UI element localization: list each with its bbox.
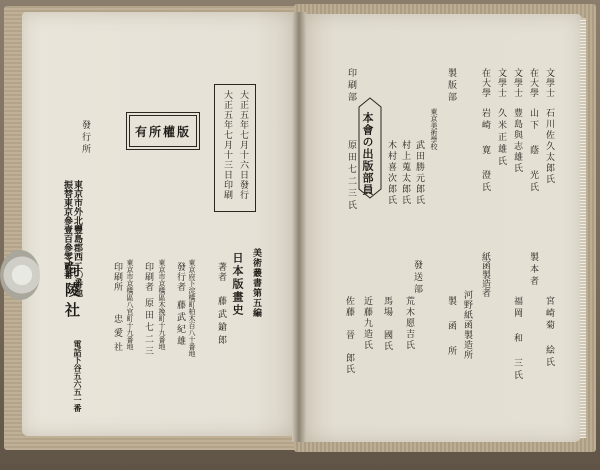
editor-1-role: 文學士 bbox=[544, 68, 554, 98]
production-heading: 製版部 bbox=[446, 68, 456, 104]
print-shop-address: 東京市京橋區八官町十九番地 bbox=[126, 259, 134, 350]
artists-heading: 製本者 bbox=[528, 252, 538, 288]
paper-heading: 紙函製造者 bbox=[480, 252, 490, 297]
printer-name: 原田七二三 bbox=[143, 298, 153, 358]
editor-4-name: 久米正雄氏 bbox=[496, 108, 506, 168]
copyright-text: 有所權版 bbox=[134, 124, 191, 139]
printing-heading: 印刷部 bbox=[346, 68, 356, 104]
tape-roll bbox=[0, 250, 40, 300]
shipping-1-name: 荒木愿吉氏 bbox=[404, 296, 414, 351]
shipping-4-name: 佐藤 晉 郎氏 bbox=[344, 296, 354, 375]
printer-role: 印刷者 bbox=[143, 262, 153, 292]
book-title: 日本版畫史 bbox=[231, 252, 244, 317]
publishing-house-transfer: 振替東京參壹百參零貳番 bbox=[62, 180, 72, 279]
print-shop-role: 印刷所 bbox=[112, 262, 122, 292]
shipping-2-name: 馬場 國氏 bbox=[382, 296, 392, 352]
publishing-house-address: 東京市外北豐島郡西二〇番地 bbox=[72, 180, 82, 297]
editor-5-role: 在大學 bbox=[480, 68, 490, 98]
editor-4-role: 文學士 bbox=[496, 68, 506, 98]
production-2-name: 村上蒐太郎氏 bbox=[400, 140, 410, 206]
series-number: 美術叢書第五編 bbox=[251, 248, 261, 318]
publisher-address: 東京府下淀橋町柏木百八十番地 bbox=[188, 259, 196, 357]
shipping-3-name: 近藤九造氏 bbox=[362, 296, 372, 351]
paper-maker: 河野紙函製造所 bbox=[462, 290, 472, 360]
author-name: 藤武鎗郎 bbox=[216, 296, 226, 348]
artist-1-name: 宮崎菊 絵氏 bbox=[544, 296, 554, 369]
copyright-box bbox=[126, 112, 200, 150]
publishing-house-name: 向陵社 bbox=[63, 262, 81, 322]
publisher-role: 發行者 bbox=[175, 262, 185, 292]
printer-address: 東京市京橋區木挽町十九番地 bbox=[158, 259, 166, 350]
editor-2-role: 在大學 bbox=[528, 68, 538, 98]
publish-date: 大正五年七月十六日發行 bbox=[238, 90, 248, 200]
date-box bbox=[214, 84, 256, 212]
printing-staff: 原田七二三氏 bbox=[346, 140, 356, 212]
editor-3-name: 豊島與志雄氏 bbox=[512, 108, 522, 174]
shipping-heading: 發送部 bbox=[412, 260, 422, 296]
publisher-name: 藤武紀雄 bbox=[175, 300, 185, 348]
print-date: 大正五年七月十三日印刷 bbox=[222, 90, 232, 200]
production-1-role: 東京美術學校 bbox=[430, 108, 438, 150]
production-1-name: 武田勝元郎氏 bbox=[414, 140, 424, 206]
paper-sub: 製 函 所 bbox=[446, 296, 456, 358]
staff-title: 本會の出版部員 bbox=[361, 112, 374, 196]
page-edges bbox=[580, 18, 586, 438]
publishing-house-phone: 電話下谷五六五一番 bbox=[73, 340, 83, 412]
right-page bbox=[302, 14, 582, 442]
publishing-house-label: 發行所 bbox=[80, 120, 90, 156]
author-role: 著者 bbox=[216, 262, 226, 282]
artist-2-name: 福岡 和 三氏 bbox=[512, 296, 522, 382]
editor-1-name: 石川佐久太郎氏 bbox=[544, 108, 554, 185]
print-shop-name: 忠愛社 bbox=[112, 314, 122, 356]
editor-3-role: 文學士 bbox=[512, 68, 522, 98]
production-3-name: 木村喜次郎氏 bbox=[386, 140, 396, 206]
book-gutter bbox=[292, 12, 306, 442]
editor-2-name: 山下 蔭 光氏 bbox=[528, 108, 538, 194]
editor-5-name: 岩崎 寛 澄氏 bbox=[480, 108, 490, 194]
